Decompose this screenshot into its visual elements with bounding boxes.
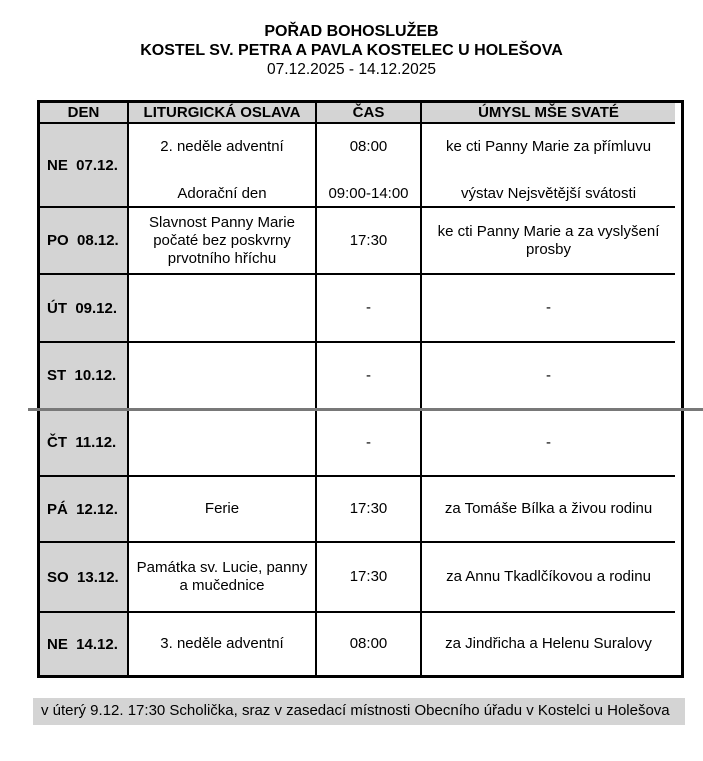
- document-title: POŘAD BOHOSLUŽEB: [264, 23, 439, 40]
- celebration-cell: [129, 343, 317, 410]
- time-cell: [317, 343, 422, 410]
- time-cell-text: -: [366, 433, 371, 451]
- day-cell: ST 10.12.: [40, 343, 129, 410]
- document-header: [0, 0, 703, 79]
- time-cell-text: 08:00: [349, 635, 388, 652]
- intention-cell-text: za Annu Tkadlčíkovou a rodinu: [446, 568, 651, 585]
- celebration-cell: [129, 410, 317, 477]
- time-cell: [317, 275, 422, 343]
- page-break-line: [28, 408, 703, 411]
- time-cell: [317, 543, 422, 613]
- day-cell: PO 08.12.: [40, 208, 129, 275]
- day-cell: ÚT 09.12.: [40, 275, 129, 343]
- church-name: KOSTEL SV. PETRA A PAVLA KOSTELEC U HOLEŠOVA: [140, 42, 563, 59]
- time-cell: [317, 124, 422, 208]
- intention-cell-text: -: [546, 366, 551, 384]
- time-cell: [317, 613, 422, 675]
- time-cell-text: 09:00-14:00: [328, 185, 409, 202]
- column-header-0: DEN: [40, 103, 129, 124]
- celebration-cell: [129, 613, 317, 675]
- time-cell-text: 17:30: [349, 568, 388, 585]
- intention-cell: [422, 410, 675, 477]
- time-cell: [317, 477, 422, 543]
- celebration-cell-text: 2. neděle adventní: [160, 138, 284, 155]
- intention-cell-text: ke cti Panny Marie a za vyslyšení prosby: [437, 222, 660, 258]
- intention-cell-text: -: [546, 299, 551, 316]
- date-range: 07.12.2025 - 14.12.2025: [267, 61, 436, 78]
- time-cell-text: 17:30: [349, 231, 388, 249]
- celebration-cell-text: Adorační den: [177, 185, 267, 202]
- celebration-cell-text: 3. neděle adventní: [160, 635, 284, 652]
- day-cell: SO 13.12.: [40, 543, 129, 613]
- column-header-2: ČAS: [317, 103, 422, 124]
- day-cell: PÁ 12.12.: [40, 477, 129, 543]
- intention-cell-text: -: [546, 433, 551, 451]
- intention-cell: [422, 613, 675, 675]
- schedule-table: [37, 100, 684, 678]
- celebration-cell-text: Ferie: [204, 500, 240, 517]
- time-cell: [317, 208, 422, 275]
- celebration-cell: [129, 275, 317, 343]
- intention-cell-text: za Tomáše Bílka a živou rodinu: [444, 500, 653, 517]
- celebration-cell-text: Slavnost Panny Marie počaté bez poskvrny prvotního hříchu: [149, 213, 295, 267]
- intention-cell: [422, 343, 675, 410]
- intention-cell: [422, 124, 675, 208]
- column-header-3: ÚMYSL MŠE SVATÉ: [422, 103, 675, 124]
- day-cell: NE 07.12.: [40, 124, 129, 208]
- intention-cell: [422, 477, 675, 543]
- intention-cell: [422, 208, 675, 275]
- time-cell-text: 08:00: [349, 138, 388, 155]
- day-cell: NE 14.12.: [40, 613, 129, 675]
- footer-note: v úterý 9.12. 17:30 Scholička, sraz v zasedací místnosti Obecního úřadu v Kostelci u Holešova: [33, 698, 685, 725]
- celebration-cell-text: Památka sv. Lucie, panny a mučednice: [136, 559, 308, 594]
- time-cell-text: -: [366, 366, 371, 384]
- day-cell: ČT 11.12.: [40, 410, 129, 477]
- celebration-cell: [129, 208, 317, 275]
- time-cell-text: 17:30: [349, 500, 388, 517]
- intention-cell: [422, 275, 675, 343]
- intention-cell-text: za Jindřicha a Helenu Suralovy: [445, 635, 652, 652]
- intention-cell: [422, 543, 675, 613]
- celebration-cell: [129, 124, 317, 208]
- intention-cell-text: ke cti Panny Marie za přímluvu: [445, 138, 652, 155]
- intention-cell-text: výstav Nejsvětější svátosti: [460, 185, 637, 202]
- celebration-cell: [129, 543, 317, 613]
- column-header-1: LITURGICKÁ OSLAVA: [129, 103, 317, 124]
- celebration-cell: [129, 477, 317, 543]
- time-cell: [317, 410, 422, 477]
- time-cell-text: -: [366, 299, 371, 316]
